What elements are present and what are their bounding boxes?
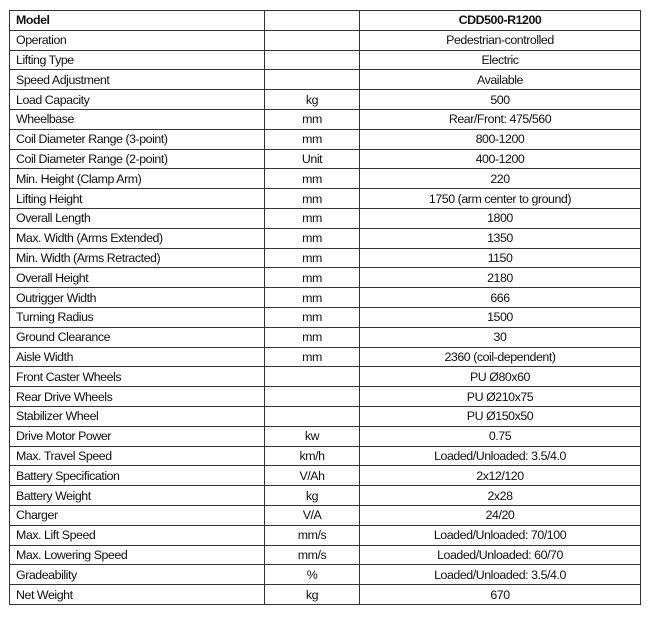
spec-label: Coil Diameter Range (3-point)	[10, 129, 265, 149]
spec-unit: mm	[265, 169, 360, 189]
spec-label: Min. Height (Clamp Arm)	[10, 169, 265, 189]
spec-label: Overall Height	[10, 268, 265, 288]
table-row	[10, 426, 641, 446]
spec-table	[9, 10, 641, 605]
spec-unit: kg	[265, 90, 360, 110]
table-row	[10, 169, 641, 189]
spec-label: Drive Motor Power	[10, 426, 265, 446]
table-row	[10, 446, 641, 466]
spec-value: Available	[360, 70, 641, 90]
table-row	[10, 50, 641, 70]
spec-value: 220	[360, 169, 641, 189]
table-row	[10, 367, 641, 387]
spec-unit: mm	[265, 268, 360, 288]
spec-label: Front Caster Wheels	[10, 367, 265, 387]
spec-value: Loaded/Unloaded: 70/100	[360, 525, 641, 545]
spec-value: 1150	[360, 248, 641, 268]
spec-unit	[265, 50, 360, 70]
table-row	[10, 466, 641, 486]
spec-unit: mm	[265, 208, 360, 228]
spec-label: Min. Width (Arms Retracted)	[10, 248, 265, 268]
spec-unit	[265, 30, 360, 50]
table-row	[10, 189, 641, 209]
spec-unit: %	[265, 565, 360, 585]
spec-label: Ground Clearance	[10, 327, 265, 347]
spec-label: Speed Adjustment	[10, 70, 265, 90]
spec-unit: mm	[265, 288, 360, 308]
table-row	[10, 228, 641, 248]
spec-label: Net Weight	[10, 585, 265, 605]
spec-unit: mm	[265, 228, 360, 248]
spec-label: Gradeability	[10, 565, 265, 585]
spec-label: Max. Width (Arms Extended)	[10, 228, 265, 248]
table-row	[10, 268, 641, 288]
spec-unit	[265, 387, 360, 407]
spec-label: Wheelbase	[10, 109, 265, 129]
spec-value: Electric	[360, 50, 641, 70]
spec-value: 2x28	[360, 486, 641, 506]
spec-label: Stabilizer Wheel	[10, 406, 265, 426]
spec-unit: mm	[265, 129, 360, 149]
spec-value: PU Ø80x60	[360, 367, 641, 387]
spec-value: Loaded/Unloaded: 3.5/4.0	[360, 446, 641, 466]
spec-value: PU Ø150x50	[360, 406, 641, 426]
table-row	[10, 585, 641, 605]
table-row	[10, 505, 641, 525]
table-row	[10, 307, 641, 327]
spec-value: 500	[360, 90, 641, 110]
spec-label: Lifting Type	[10, 50, 265, 70]
table-row	[10, 387, 641, 407]
header-model: CDD500-R1200	[360, 11, 641, 31]
spec-value: Rear/Front: 475/560	[360, 109, 641, 129]
table-row	[10, 30, 641, 50]
spec-value: PU Ø210x75	[360, 387, 641, 407]
spec-unit: mm	[265, 248, 360, 268]
spec-label: Battery Specification	[10, 466, 265, 486]
spec-value: 400-1200	[360, 149, 641, 169]
spec-unit	[265, 70, 360, 90]
spec-value: 800-1200	[360, 129, 641, 149]
spec-unit: mm/s	[265, 545, 360, 565]
spec-value: 24/20	[360, 505, 641, 525]
table-row	[10, 70, 641, 90]
header-label: Model	[10, 11, 265, 31]
spec-value: Loaded/Unloaded: 3.5/4.0	[360, 565, 641, 585]
spec-unit	[265, 406, 360, 426]
spec-value: 2x12/120	[360, 466, 641, 486]
spec-value: Loaded/Unloaded: 60/70	[360, 545, 641, 565]
spec-unit: mm	[265, 327, 360, 347]
spec-label: Rear Drive Wheels	[10, 387, 265, 407]
spec-label: Battery Weight	[10, 486, 265, 506]
spec-value: 1800	[360, 208, 641, 228]
header-unit	[265, 11, 360, 31]
table-row	[10, 208, 641, 228]
table-row	[10, 347, 641, 367]
spec-value: 1350	[360, 228, 641, 248]
spec-value: 30	[360, 327, 641, 347]
spec-unit: kg	[265, 486, 360, 506]
spec-label: Aisle Width	[10, 347, 265, 367]
spec-label: Charger	[10, 505, 265, 525]
spec-value: 2180	[360, 268, 641, 288]
spec-unit	[265, 367, 360, 387]
table-row	[10, 109, 641, 129]
spec-label: Lifting Height	[10, 189, 265, 209]
spec-unit: Unit	[265, 149, 360, 169]
spec-label: Overall Length	[10, 208, 265, 228]
table-row	[10, 149, 641, 169]
spec-value: Pedestrian-controlled	[360, 30, 641, 50]
spec-label: Max. Lowering Speed	[10, 545, 265, 565]
spec-unit: kw	[265, 426, 360, 446]
spec-label: Outrigger Width	[10, 288, 265, 308]
spec-label: Load Capacity	[10, 90, 265, 110]
spec-unit: mm	[265, 347, 360, 367]
table-row	[10, 525, 641, 545]
table-row	[10, 288, 641, 308]
table-row	[10, 90, 641, 110]
spec-unit: mm	[265, 109, 360, 129]
spec-unit: kg	[265, 585, 360, 605]
table-row	[10, 486, 641, 506]
spec-value: 1750 (arm center to ground)	[360, 189, 641, 209]
table-row	[10, 129, 641, 149]
spec-label: Coil Diameter Range (2-point)	[10, 149, 265, 169]
spec-value: 2360 (coil-dependent)	[360, 347, 641, 367]
spec-value: 666	[360, 288, 641, 308]
spec-label: Max. Travel Speed	[10, 446, 265, 466]
table-row	[10, 565, 641, 585]
table-row	[10, 545, 641, 565]
spec-unit: V/Ah	[265, 466, 360, 486]
spec-label: Operation	[10, 30, 265, 50]
table-header-row	[10, 11, 641, 31]
spec-unit: km/h	[265, 446, 360, 466]
table-row	[10, 406, 641, 426]
spec-value: 1500	[360, 307, 641, 327]
spec-value: 0.75	[360, 426, 641, 446]
spec-label: Turning Radius	[10, 307, 265, 327]
spec-unit: V/A	[265, 505, 360, 525]
spec-unit: mm/s	[265, 525, 360, 545]
table-row	[10, 327, 641, 347]
spec-label: Max. Lift Speed	[10, 525, 265, 545]
table-row	[10, 248, 641, 268]
spec-value: 670	[360, 585, 641, 605]
spec-unit: mm	[265, 189, 360, 209]
spec-unit: mm	[265, 307, 360, 327]
